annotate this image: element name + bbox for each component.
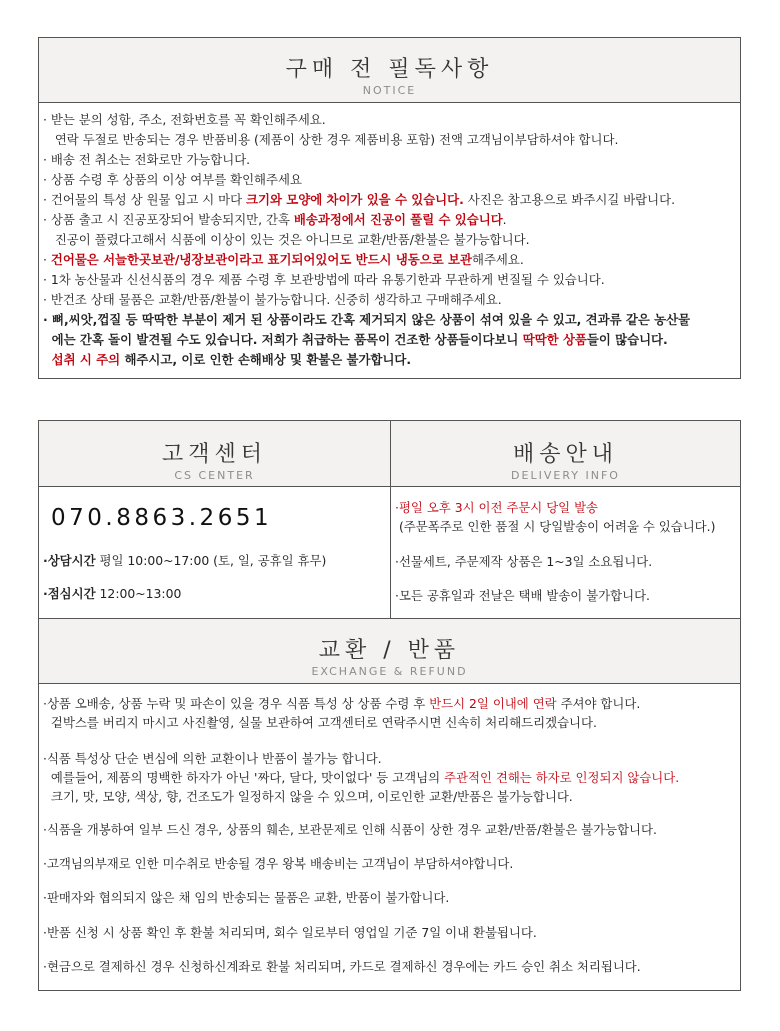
cs-lunch: [43, 585, 181, 602]
notice-line-text: 들이 많습니다.: [586, 332, 668, 347]
delivery-line-text: ·선물세트, 주문제작 상품은 1~3일 소요됩니다.: [395, 554, 653, 569]
delivery-line-text: (주문폭주로 인한 품절 시 당일발송이 어려울 수 있습니다.): [395, 519, 716, 534]
header-divider: [39, 486, 740, 487]
delivery-header: [391, 421, 740, 486]
notice-line: [43, 331, 668, 348]
notice-line-text: 섭취 시 주의: [51, 352, 121, 367]
exchange-line-text: ·식품 특성상 단순 변심에 의한 교환이나 반품이 불가능 합니다.: [43, 751, 382, 766]
notice-line: [43, 231, 530, 248]
notice-line-text: · 1차 농산물과 신선식품의 경우 제품 수령 후 보관방법에 따라 유통기한과 무관하게 변질될 수 있습니다.: [43, 272, 605, 287]
delivery-line-text: ·모든 공휴일과 전날은 택배 발송이 불가합니다.: [395, 588, 650, 603]
exchange-line-text: 예를들어, 제품의 명백한 하자가 아닌 '짜다, 달다, 맛이없다' 등 고객님의: [43, 770, 445, 785]
delivery-subtitle: DELIVERY INFO: [511, 469, 620, 482]
exchange-line: [43, 788, 573, 805]
cs-hours: [43, 552, 326, 569]
notice-line-text: · 상품 수령 후 상품의 이상 여부를 확인해주세요: [43, 172, 302, 187]
exchange-line-text: ·상품 오배송, 상품 누락 및 파손이 있을 경우 식품 특성 상 상품 수령 후: [43, 696, 430, 711]
exchange-line: [43, 924, 537, 941]
notice-line: [43, 351, 411, 368]
notice-line-text: 해주세요.: [471, 252, 524, 267]
exchange-line-text: 겉박스를 버리지 마시고 사진촬영, 실물 보관하여 고객센터로 연락주시면 신속히 처리해드리겠습니다.: [43, 715, 597, 730]
exchange-line: [43, 958, 641, 975]
delivery-line-text: ·평일 오후 3시 이전 주문시 당일 발송: [395, 500, 599, 515]
exchange-line: [43, 750, 382, 767]
exchange-line-text: ·현금으로 결제하신 경우 신청하신계좌로 환불 처리되며, 카드로 결제하신 경우에는 카드 승인 취소 처리됩니다.: [43, 959, 641, 974]
column-divider: [390, 421, 391, 618]
notice-line: [43, 151, 250, 168]
notice-subtitle: NOTICE: [362, 84, 417, 97]
exchange-line: [43, 695, 640, 712]
delivery-line: [395, 518, 715, 535]
cs-lunch-value: 12:00~13:00: [99, 586, 182, 601]
notice-line: [43, 111, 326, 128]
exchange-line-text: ·판매자와 협의되지 않은 채 임의 반송되는 물품은 교환, 반품이 불가합니다.: [43, 890, 450, 905]
exchange-line-text: 크기, 맛, 모양, 색상, 향, 건조도가 일정하지 않을 수 있으며, 이로인한 교환/반품은 불가능합니다.: [43, 789, 573, 804]
exchange-line: [43, 821, 657, 838]
cs-header: [39, 421, 390, 486]
notice-line-text: [43, 352, 52, 367]
exchange-line: [43, 714, 597, 731]
delivery-line: [395, 553, 652, 570]
notice-line-text: ·: [43, 252, 51, 267]
exchange-line: [43, 769, 679, 786]
notice-line: [43, 131, 618, 148]
notice-line-text: · 상품 출고 시 진공포장되어 발송되지만, 간혹: [43, 212, 294, 227]
notice-line-text: · 뼈,씨앗,껍질 등 딱딱한 부분이 제거 된 상품이라도 간혹 제거되지 않은 상품이 섞여 있을 수 있고, 견과류 같은 농산물: [43, 312, 691, 327]
exchange-subtitle: EXCHANGE & REFUND: [311, 665, 468, 678]
exchange-line: [43, 889, 449, 906]
cs-subtitle: CS CENTER: [174, 469, 255, 482]
notice-line-text: 딱딱한 상품: [522, 332, 587, 347]
info-section: [38, 420, 741, 991]
notice-line-text: .: [502, 212, 507, 227]
notice-line-text: 건어물은 서늘한곳보관/냉장보관이라고 표기되어있어도 반드시 냉동으로 보관: [50, 252, 472, 267]
cs-phone: 070.8863.2651: [51, 505, 273, 531]
exchange-header: [39, 619, 740, 683]
notice-title: 구매 전 필독사항: [285, 57, 494, 82]
exchange-line: [43, 855, 513, 872]
notice-line-text: 배송과정에서 진공이 풀릴 수 있습니다: [293, 212, 503, 227]
notice-line-text: 해주시고, 이로 인한 손해배상 및 환불은 불가합니다.: [120, 352, 412, 367]
exchange-line-text: 반드시 2일 이내에 연락: [429, 696, 557, 711]
delivery-line: [395, 587, 650, 604]
delivery-line: [395, 499, 598, 516]
notice-line: [43, 191, 675, 208]
notice-line-text: · 건어물의 특성 상 원물 입고 시 마다: [43, 192, 247, 207]
notice-line-text: 연락 두절로 반송되는 경우 반품비용 (제품이 상한 경우 제품비용 포함) 전액 고객님이부담하셔야 합니다.: [43, 132, 619, 147]
notice-line: [43, 251, 524, 268]
notice-line-text: · 반건조 상태 물품은 교환/반품/환불이 불가능합니다. 신중히 생각하고 구매해주세요.: [43, 292, 502, 307]
notice-line: [43, 211, 507, 228]
exchange-line-text: ·반품 신청 시 상품 확인 후 환불 처리되며, 회수 일로부터 영업일 기준 7일 이내 환불됩니다.: [43, 925, 537, 940]
cs-title: 고객센터: [161, 442, 267, 467]
notice-line: [43, 271, 605, 288]
notice-section: [38, 37, 741, 379]
delivery-title: 배송안내: [512, 442, 618, 467]
notice-line: [43, 311, 690, 328]
exchange-line-text: 주관적인 견해는 하자로 인정되지 않습니다.: [444, 770, 680, 785]
notice-line-text: 진공이 풀렸다고해서 식품에 이상이 있는 것은 아니므로 교환/반품/환불은 불가능합니다.: [43, 232, 530, 247]
cs-hours-label: ·상담시간: [43, 553, 96, 568]
notice-header: [39, 38, 740, 103]
exchange-title: 교환 / 반품: [318, 638, 461, 663]
exchange-line-text: 주셔야 합니다.: [556, 696, 641, 711]
exchange-line-text: ·식품을 개봉하여 일부 드신 경우, 상품의 훼손, 보관문제로 인해 식품이 상한 경우 교환/반품/환불은 불가능합니다.: [43, 822, 657, 837]
notice-line: [43, 291, 502, 308]
notice-line: [43, 171, 302, 188]
exchange-line-text: ·고객님의부재로 인한 미수취로 반송될 경우 왕복 배송비는 고객님이 부담하셔야합니다.: [43, 856, 514, 871]
exchange-divider-bottom: [39, 683, 740, 684]
cs-lunch-label: ·점심시간: [43, 586, 96, 601]
cs-hours-value: 평일 10:00~17:00 (토, 일, 공휴일 휴무): [99, 553, 327, 568]
notice-line-text: · 배송 전 취소는 전화로만 가능합니다.: [43, 152, 251, 167]
notice-line-text: · 받는 분의 성함, 주소, 전화번호를 꼭 확인해주세요.: [43, 112, 326, 127]
notice-line-text: 에는 간혹 돌이 발견될 수도 있습니다. 저희가 취급하는 품목이 건조한 상품들이다보니: [43, 332, 523, 347]
notice-line-text: 크기와 모양에 차이가 있을 수 있습니다.: [246, 192, 464, 207]
notice-line-text: 사진은 참고용으로 봐주시길 바랍니다.: [463, 192, 676, 207]
